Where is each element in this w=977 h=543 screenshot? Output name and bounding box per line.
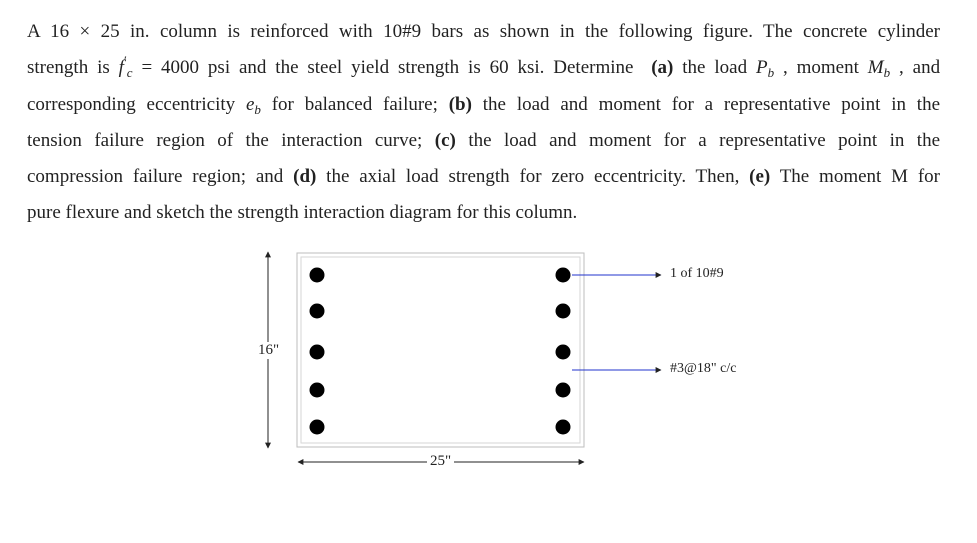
rebar-bar (310, 304, 325, 319)
problem-line-5: compression failure region; and (d) the axial load strength for zero eccentricity. Then, (e) The moment M for (27, 166, 940, 188)
problem-line-1: A 16 × 25 in. column is reinforced with 10#9 bars as shown in the following figure. The concrete cylinder (27, 21, 940, 42)
column-outline (297, 253, 584, 447)
height-label: 16" (258, 342, 280, 358)
rebar-bar (310, 268, 325, 283)
rebar-bar (310, 383, 325, 398)
rebar-bar (310, 420, 325, 435)
rebar-bar (556, 304, 571, 319)
problem-line-4: tension failure region of the interaction curve; (c) the load and moment for a representative point in the (27, 129, 941, 151)
rebar-bar (310, 345, 325, 360)
tie-outline (301, 257, 580, 443)
bar-callout-label: 1 of 10#9 (670, 266, 724, 281)
rebar-bar (556, 383, 571, 398)
rebar-bar (556, 420, 571, 435)
rebar-bar (556, 345, 571, 360)
problem-line-2: strength is $f'_c = 4000$ psi and the steel yield strength is 60 ksi. Determine (a) the load $P_b$ , moment $M_b$ , and (27, 53, 941, 81)
problem-line-3: corresponding eccentricity $e_b$ for balanced failure; (b) the load and moment for a representative point in the (27, 93, 941, 117)
rebar-bar (556, 268, 571, 283)
problem-line-6: pure flexure and sketch the strength interaction diagram for this column. (27, 202, 578, 224)
tie-callout-label: #3@18" c/c (670, 361, 737, 376)
width-label: 25" (427, 453, 454, 470)
